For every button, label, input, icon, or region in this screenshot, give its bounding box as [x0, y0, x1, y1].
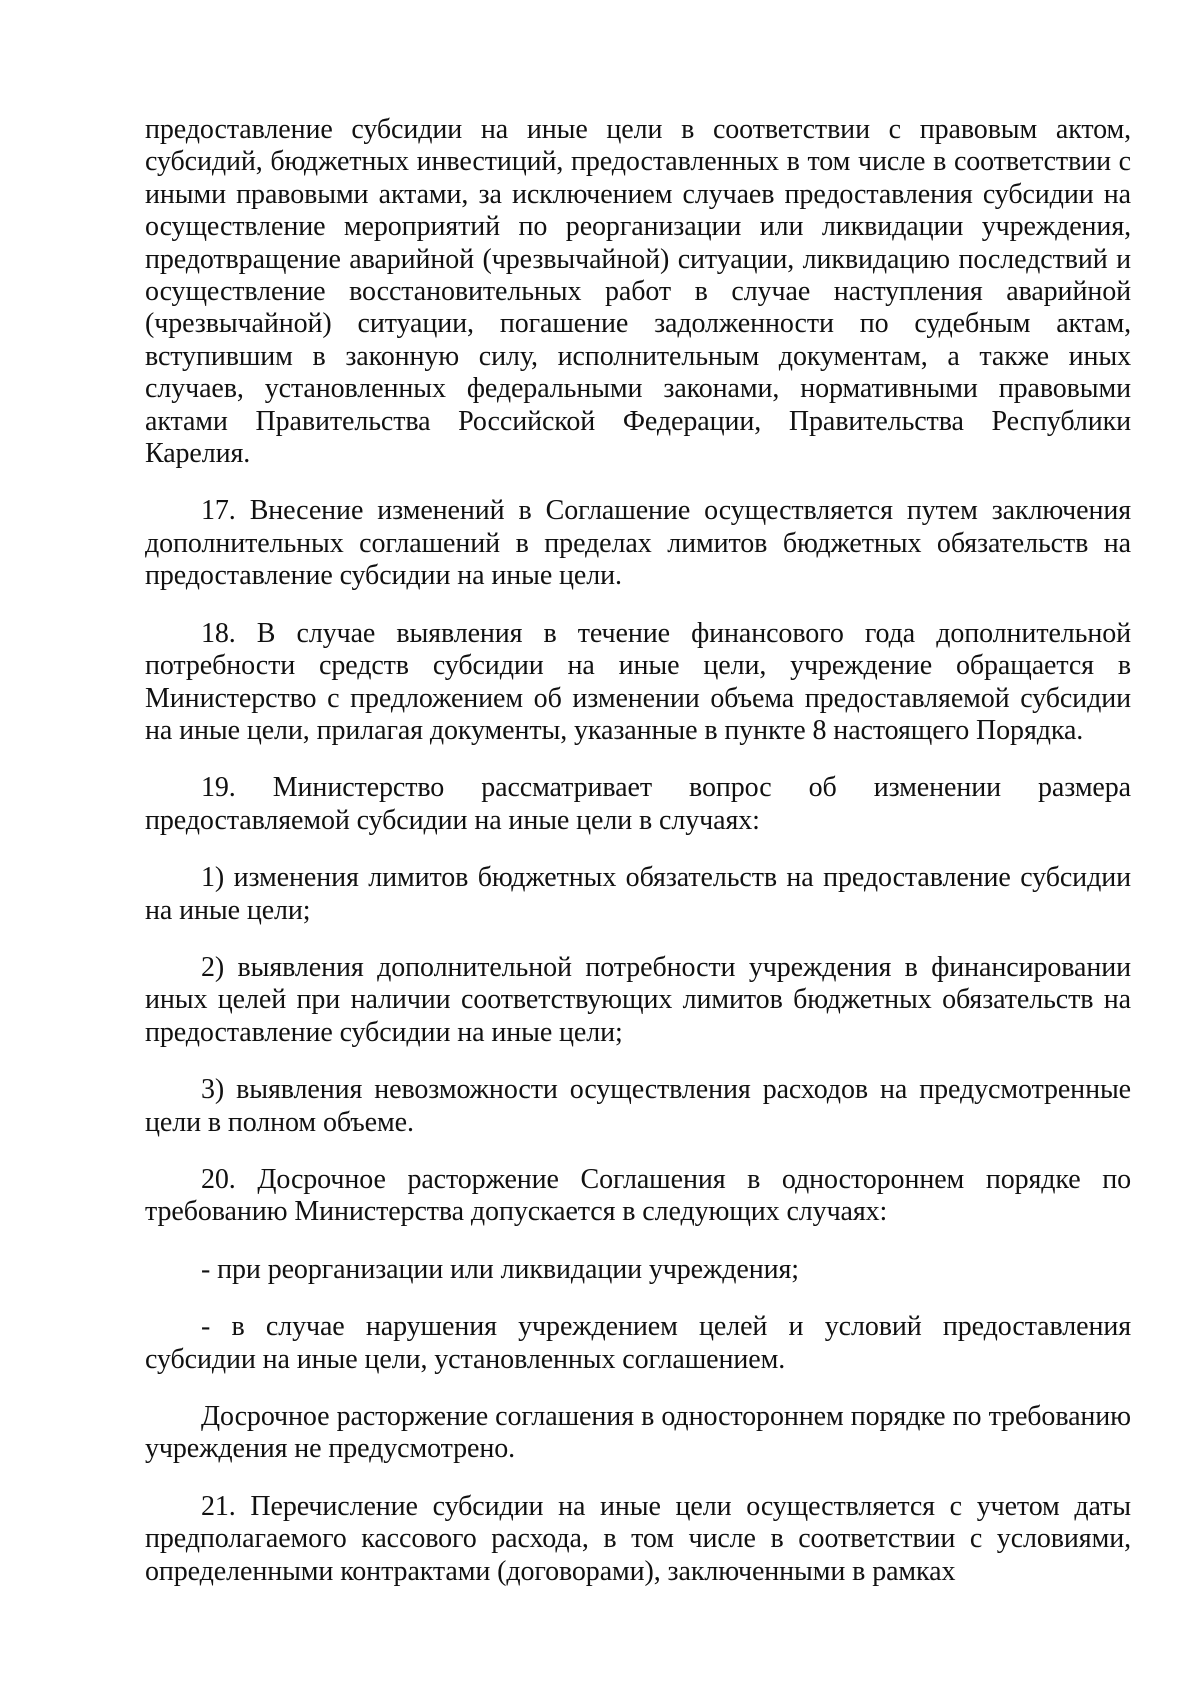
dash-item-reorganization: - при реорганизации или ликвидации учреждения; — [201, 1253, 799, 1285]
paragraph-18: 18. В случае выявления в течение финансового года дополнительной потребности средств субсидии на иные цели, учреждение обращается в Министерство с предложением об изменении объема предоставляемой субсидии на иные цели, прилагая документы, указанные в пункте 8 настоящего Порядка. — [145, 617, 1131, 746]
paragraph-20: 20. Досрочное расторжение Соглашения в одностороннем порядке по требованию Министерства допускается в следующих случаях: — [145, 1163, 1131, 1228]
list-item-1: 1) изменения лимитов бюджетных обязательств на предоставление субсидии на иные цели; — [145, 862, 1131, 926]
list-item-2: 2) выявления дополнительной потребности учреждения в финансировании иных целей при наличии соответствующих лимитов бюджетных обязательств на предоставление субсидии на иные цели; — [145, 951, 1131, 1048]
paragraph-17: 17. Внесение изменений в Соглашение осуществляется путем заключения дополнительных соглашений в пределах лимитов бюджетных обязательств на предоставление субсидии на иные цели. — [145, 495, 1131, 592]
paragraph-21: 21. Перечисление субсидии на иные цели осуществляется с учетом даты предполагаемого кассового расхода, в том числе в соответствии с условиями, определенными контрактами (договорами), заключенными в рамках — [145, 1490, 1131, 1587]
paragraph-early-termination: Досрочное расторжение соглашения в одностороннем порядке по требованию учреждения не предусмотрено. — [145, 1401, 1131, 1465]
paragraph-19: 19. Министерство рассматривает вопрос об изменении размера предоставляемой субсидии на иные цели в случаях: — [145, 772, 1131, 836]
dash-item-violation: - в случае нарушения учреждением целей и условий предоставления субсидии на иные цели, установленных соглашением. — [145, 1311, 1131, 1375]
paragraph-continuation: предоставление субсидии на иные цели в соответствии с правовым актом, субсидий, бюджетных инвестиций, предоставленных в том числе в соответствии с иными правовыми актами, за исключением случаев предоставления субсидии на осуществление мероприятий по реорганизации или ликвидации учреждения, предотвращение аварийной (чрезвычайной) ситуации, ликвидацию последствий и осуществление восстановительных работ в случае наступления аварийной (чрезвычайной) ситуации, погашение задолженности по судебным актам, вступившим в законную силу, исполнительным документам, а также иных случаев, установленных федеральными законами, нормативными правовыми актами Правительства Российской Федерации, Правительства Республики Карелия. — [145, 114, 1131, 470]
document-page — [145, 114, 1131, 1588]
list-item-3: 3) выявления невозможности осуществления расходов на предусмотренные цели в полном объеме. — [145, 1074, 1131, 1138]
